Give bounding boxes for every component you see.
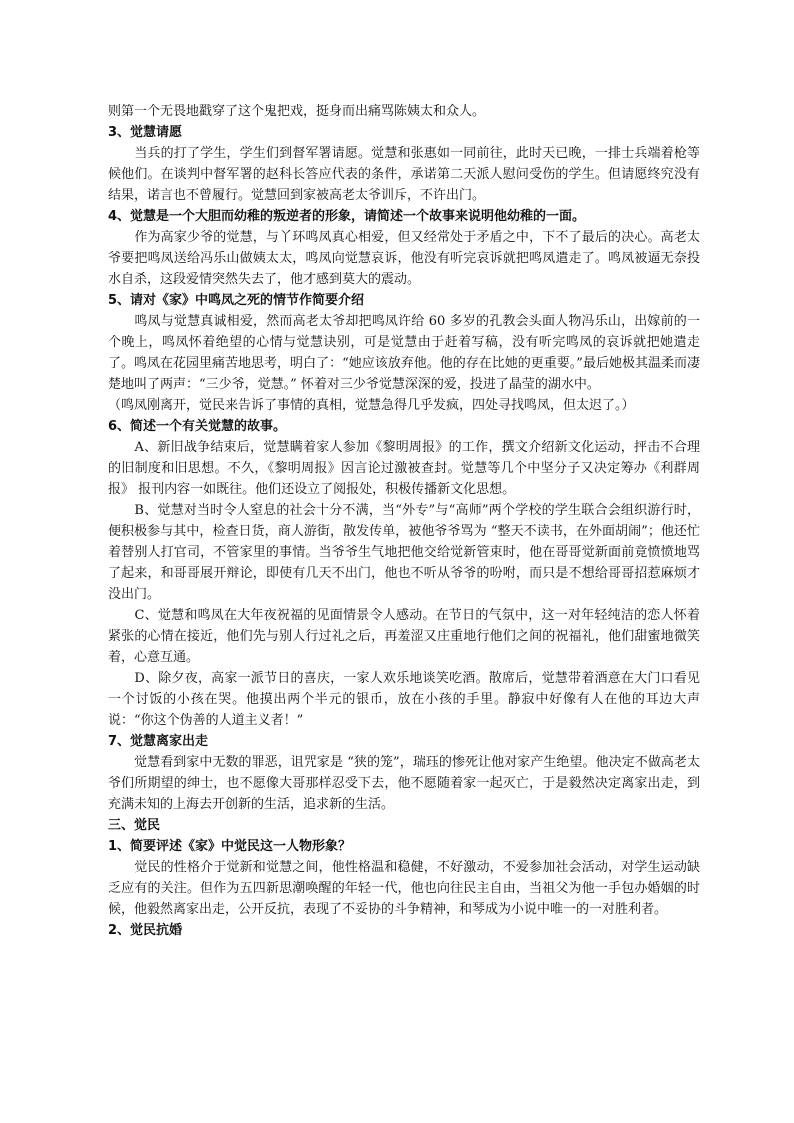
paragraph: 作为高家少爷的觉慧，与丫环鸣凤真心相爱，但又经常处于矛盾之中，下不了最后的决心。高老太爷要把鸣凤送给冯乐山做姨太太，鸣凤向觉慧哀诉，他没有听完哀诉就把鸣凤遣走了。鸣凤被逼无奈投水自杀，这段爱情突然失去了，他才感到莫大的震动。 (108, 230, 700, 287)
paragraph: B、觉慧对当时令人窒息的社会十分不满，当“外专”与“高师”两个学校的学生联合会组织游行时，便积极参与其中，检查日货，商人游街，散发传单，被他爷爷骂为 “整天不读书，在外面胡闹”；他还忙着替别人打官司，不管家里的事情。当爷爷生气地把他交给觉新管束时，他在哥哥觉新面前竟愤愤地骂了起来，和哥哥展开辩论，即使有几天不出门，他也不听从爷爷的吩咐，而只是不想给哥哥招惹麻烦才没出门。 (108, 503, 700, 602)
paragraph: 觉慧看到家中无数的罪恶，诅咒家是 “狭的笼”，瑞珏的惨死让他对家产生绝望。他决定不做高老太爷们所期望的绅士，也不愿像大哥那样忍受下去，他不愿随着家一起灭亡，于是毅然决定离家出走，到充满未知的上海去开创新的生活，追求新的生活。 (108, 755, 700, 812)
paragraph: 觉民的性格介于觉新和觉慧之间，他性格温和稳健，不好激动，不爱参加社会活动，对学生运动缺乏应有的关注。但作为五四新思潮唤醒的年轻一代，他也向往民主自由，当祖父为他一手包办婚姻的时候，他毅然离家出走，公开反抗，表现了不妥协的斗争精神，和琴成为小说中唯一的一对胜利者。 (108, 860, 700, 917)
document-page (108, 101, 700, 941)
section-heading: 5、请对《家》中鸣凤之死的情节作简要介绍 (108, 293, 365, 308)
section-heading: 3、觉慧请愿 (108, 125, 183, 140)
section-heading: 6、简述一个有关觉慧的故事。 (108, 419, 287, 434)
section-heading: 2、觉民抗婚 (108, 923, 183, 938)
paragraph: 则第一个无畏地戳穿了这个鬼把戏，挺身而出痛骂陈姨太和众人。 (108, 104, 486, 119)
section-heading: 1、简要评述《家》中觉民这一人物形象？ (108, 839, 352, 854)
paragraph: 当兵的打了学生，学生们到督军署请愿。觉慧和张惠如一同前往，此时天已晚，一排士兵端着枪等候他们。在谈判中督军署的赵科长答应代表的条件，承诺第二天派人慰问受伤的学生。但请愿终究没有结果，诺言也不曾履行。觉慧回到家被高老太爷训斥，不许出门。 (108, 146, 700, 203)
paragraph: A、新旧战争结束后，觉慧瞒着家人参加《黎明周报》的工作，撰文介绍新文化运动，抨击不合理的旧制度和旧思想。不久，《黎明周报》因言论过激被查封。觉慧等几个中坚分子又决定筹办《利群周报》 报刊内容一如既往。他们还设立了阅报处，积极传播新文化思想。 (108, 440, 700, 497)
paragraph: （鸣凤刚离开，觉民来告诉了事情的真相，觉慧急得几乎发疯，四处寻找鸣凤，但太迟了。） (108, 398, 635, 413)
paragraph: 鸣凤与觉慧真诚相爱，然而高老太爷却把鸣凤许给 60 多岁的孔教会头面人物冯乐山，出嫁前的一个晚上，鸣凤怀着绝望的心情与觉慧诀别，可是觉慧由于赶着写稿，没有听完鸣凤的哀诉就把她遣走了。鸣凤在花园里痛苦地思考，明白了：“她应该放弃他。他的存在比她的更重要。”最后她极其温柔而凄楚地叫了两声：“三少爷，觉慧。” 怀着对三少爷觉慧深深的爱，投进了晶莹的湖水中。 (108, 314, 700, 392)
chapter-heading: 三、觉民 (108, 818, 161, 833)
section-heading: 7、觉慧离家出走 (108, 734, 209, 749)
section-heading: 4、觉慧是一个大胆而幼稚的叛逆者的形象，请简述一个故事来说明他幼稚的一面。 (108, 209, 586, 224)
paragraph: C、觉慧和鸣凤在大年夜祝福的见面情景令人感动。在节日的气氛中，这一对年轻纯洁的恋人怀着紧张的心情在接近，他们先与别人行过礼之后，再羞涩又庄重地行他们之间的祝福礼，他们甜蜜地微笑着，心意互通。 (108, 608, 700, 665)
paragraph: D、除夕夜，高家一派节日的喜庆，一家人欢乐地谈笑吃酒。散席后，觉慧带着酒意在大门口看见一个讨饭的小孩在哭。他摸出两个半元的银币，放在小孩的手里。静寂中好像有人在他的耳边大声说：“你这个伪善的人道主义者！” (108, 671, 700, 728)
